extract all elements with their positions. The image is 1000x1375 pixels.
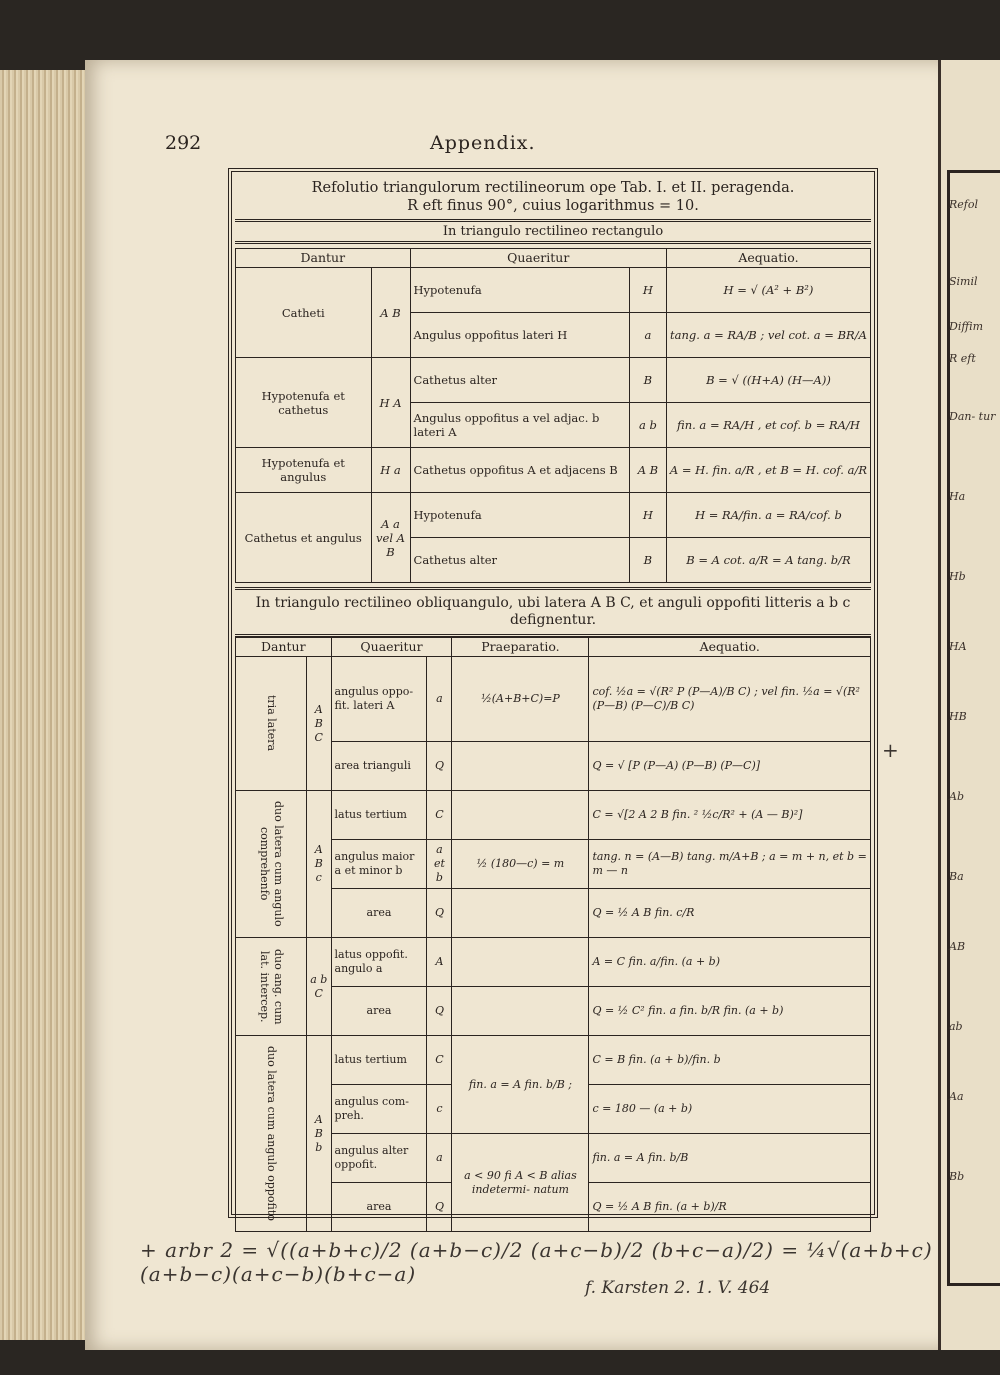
quaeritur-var: C xyxy=(427,1036,452,1085)
next-page-fragment: Bb xyxy=(949,1170,965,1183)
aequatio-cell: fin. a = A fin. b/B xyxy=(589,1134,871,1183)
quaeritur-cell: Cathetus oppofitus A et adjacens B xyxy=(410,448,629,493)
praeparatio-cell xyxy=(452,987,589,1036)
aequatio-cell: B = √ ((H+A) (H—A)) xyxy=(666,358,870,403)
running-head: Appendix. xyxy=(430,132,536,154)
aequatio-cell: c = 180 — (a + b) xyxy=(589,1085,871,1134)
oblique-section-title: In triangulo rectilineo obliquangulo, ubi latera A B C, et anguli oppofiti litteris a b c defignentur. xyxy=(235,587,871,637)
aequatio-cell: C = √[2 A 2 B fin. ² ½c/R² + (A — B)²] xyxy=(589,791,871,840)
caption-line-2: R eft finus 90°, cuius logarithmus = 10. xyxy=(407,198,699,214)
next-page-fragment: Ab xyxy=(949,790,964,803)
group-label: duo latera cum angulo comprehenfo xyxy=(236,791,307,938)
quaeritur-cell: area xyxy=(331,1183,427,1232)
quaeritur-cell: latus tertium xyxy=(331,791,427,840)
next-page-fragment: Refol xyxy=(949,198,979,211)
next-page-fragment: Simil xyxy=(949,275,978,288)
praeparatio-cell xyxy=(452,742,589,791)
next-page-fragment: Aa xyxy=(949,1090,964,1103)
next-page-fragment: R eft xyxy=(949,352,976,365)
col-header-quaeritur: Quaeritur xyxy=(410,249,666,268)
aequatio-cell: Q = ½ A B fin. c/R xyxy=(589,889,871,938)
dantur-symbol: A B xyxy=(371,268,410,358)
table-row xyxy=(236,1036,871,1085)
quaeritur-var: A B xyxy=(629,448,666,493)
quaeritur-cell: latus oppofit. angulo a xyxy=(331,938,427,987)
table-row xyxy=(236,1134,871,1183)
quaeritur-var: H xyxy=(629,493,666,538)
aequatio-cell: H = √ (A² + B²) xyxy=(666,268,870,313)
next-page-fragment: HB xyxy=(949,710,967,723)
table-row xyxy=(236,840,871,889)
quaeritur-var: A xyxy=(427,938,452,987)
next-page-fragment: Hb xyxy=(949,570,966,583)
page-header xyxy=(0,132,1000,162)
dantur-symbol: H a xyxy=(371,448,410,493)
aequatio-cell: H = RA/fin. a = RA/cof. b xyxy=(666,493,870,538)
table-row xyxy=(236,889,871,938)
table-row xyxy=(236,938,871,987)
quaeritur-var: a et b xyxy=(427,840,452,889)
praeparatio-cell: a < 90 fi A < B alias indetermi- natum xyxy=(452,1134,589,1232)
table-row xyxy=(236,657,871,742)
dantur-symbol: A B c xyxy=(307,791,332,938)
next-page-fragment: Ba xyxy=(949,870,964,883)
col-header-praeparatio: Praeparatio. xyxy=(452,638,589,657)
dantur-cell: Cathetus et angulus xyxy=(236,493,372,583)
quaeritur-var: a xyxy=(427,657,452,742)
quaeritur-var: c xyxy=(427,1085,452,1134)
praeparatio-cell: ½(A+B+C)=P xyxy=(452,657,589,742)
aequatio-cell: tang. a = RA/B ; vel cot. a = BR/A xyxy=(666,313,870,358)
aequatio-cell: tang. n = (A—B) tang. m/A+B ; a = m + n, et b = m — n xyxy=(589,840,871,889)
table-row xyxy=(236,448,871,493)
quaeritur-var: a b xyxy=(629,403,666,448)
next-page-frame xyxy=(947,170,1000,1286)
right-triangle-table xyxy=(235,248,871,583)
table-row xyxy=(236,493,871,538)
right-triangle-subtitle: In triangulo rectilineo rectangulo xyxy=(235,219,871,244)
aequatio-cell: A = C fin. a/fin. (a + b) xyxy=(589,938,871,987)
quaeritur-cell: angulus maior a et minor b xyxy=(331,840,427,889)
quaeritur-cell: latus tertium xyxy=(331,1036,427,1085)
dantur-cell: Hypotenufa et angulus xyxy=(236,448,372,493)
aequatio-cell: Q = ½ C² fin. a fin. b/R fin. (a + b) xyxy=(589,987,871,1036)
quaeritur-var: a xyxy=(427,1134,452,1183)
table-row xyxy=(236,268,871,313)
quaeritur-var: Q xyxy=(427,889,452,938)
next-page-fragment: Diffim xyxy=(949,320,984,333)
quaeritur-var: H xyxy=(629,268,666,313)
col-header-dantur: Dantur xyxy=(236,249,411,268)
quaeritur-cell: Cathetus alter xyxy=(410,358,629,403)
table-row xyxy=(236,742,871,791)
dantur-symbol: H A xyxy=(371,358,410,448)
book-page-edges xyxy=(0,70,95,1340)
group-label: duo latera cum angulo oppofito xyxy=(236,1036,307,1232)
praeparatio-cell xyxy=(452,889,589,938)
quaeritur-cell: area xyxy=(331,987,427,1036)
praeparatio-cell: ½ (180—c) = m xyxy=(452,840,589,889)
aequatio-cell: B = A cot. a/R = A tang. b/R xyxy=(666,538,870,583)
next-page-fragment: Ha xyxy=(949,490,966,503)
next-page-fragment: Dan- tur xyxy=(949,410,996,423)
aequatio-cell: cof. ½a = √(R² P (P—A)/B C) ; vel fin. ½a = √(R² (P—B) (P—C)/B C) xyxy=(589,657,871,742)
praeparatio-cell xyxy=(452,938,589,987)
quaeritur-cell: angulus alter oppofit. xyxy=(331,1134,427,1183)
quaeritur-cell: area xyxy=(331,889,427,938)
col-header-dantur: Dantur xyxy=(236,638,332,657)
next-page-margin xyxy=(938,60,1000,1350)
handwritten-formula: + arbr 2 = √((a+b+c)/2 (a+b−c)/2 (a+c−b)/2 (b+c−a)/2) = ¼√(a+b+c)(a+b−c)(a+c−b)(b+c−a) xyxy=(140,1238,933,1286)
aequatio-cell: C = B fin. (a + b)/fin. b xyxy=(589,1036,871,1085)
next-page-fragment: AB xyxy=(949,940,966,953)
quaeritur-cell: Hypotenufa xyxy=(410,493,629,538)
col-header-aequatio: Aequatio. xyxy=(666,249,870,268)
next-page-fragment: ab xyxy=(949,1020,963,1033)
page-number: 292 xyxy=(165,132,202,154)
quaeritur-var: B xyxy=(629,538,666,583)
quaeritur-var: Q xyxy=(427,1183,452,1232)
col-header-quaeritur: Quaeritur xyxy=(331,638,452,657)
handwritten-reference: f. Karsten 2. 1. V. 464 xyxy=(585,1278,771,1298)
table-row xyxy=(236,358,871,403)
table-row xyxy=(236,987,871,1036)
quaeritur-var: a xyxy=(629,313,666,358)
quaeritur-cell: area trianguli xyxy=(331,742,427,791)
caption-line-1: Refolutio triangulorum rectilineorum ope Tab. I. et II. peragenda. xyxy=(311,180,795,196)
quaeritur-var: Q xyxy=(427,742,452,791)
oblique-triangle-table xyxy=(235,637,871,1232)
quaeritur-cell: Angulus oppofitus a vel adjac. b lateri A xyxy=(410,403,629,448)
aequatio-cell: A = H. fin. a/R , et B = H. cof. a/R xyxy=(666,448,870,493)
dantur-cell: Hypotenufa et cathetus xyxy=(236,358,372,448)
aequatio-cell: Q = ½ A B fin. (a + b)/R xyxy=(589,1183,871,1232)
quaeritur-cell: angulus com- preh. xyxy=(331,1085,427,1134)
aequatio-cell: Q = √ [P (P—A) (P—B) (P—C)] xyxy=(589,742,871,791)
table-row xyxy=(236,791,871,840)
aequatio-cell: fin. a = RA/H , et cof. b = RA/H xyxy=(666,403,870,448)
praeparatio-cell xyxy=(452,791,589,840)
quaeritur-cell: Hypotenufa xyxy=(410,268,629,313)
table-frame xyxy=(228,168,878,1221)
dantur-symbol: A B C xyxy=(307,657,332,791)
margin-plus-mark: + xyxy=(882,738,899,762)
quaeritur-var: B xyxy=(629,358,666,403)
quaeritur-cell: Cathetus alter xyxy=(410,538,629,583)
dantur-symbol: A B b xyxy=(307,1036,332,1232)
group-label: duo ang. cum lat. intercep. xyxy=(236,938,307,1036)
table-caption xyxy=(235,175,871,219)
quaeritur-cell: angulus oppo- fit. lateri A xyxy=(331,657,427,742)
dantur-cell: Catheti xyxy=(236,268,372,358)
group-label: tria latera xyxy=(236,657,307,791)
praeparatio-cell: fin. a = A fin. b/B ; xyxy=(452,1036,589,1134)
dantur-symbol: A a vel A B xyxy=(371,493,410,583)
dantur-symbol: a b C xyxy=(307,938,332,1036)
quaeritur-var: C xyxy=(427,791,452,840)
quaeritur-cell: Angulus oppofitus lateri H xyxy=(410,313,629,358)
next-page-fragment: HA xyxy=(949,640,967,653)
quaeritur-var: Q xyxy=(427,987,452,1036)
col-header-aequatio: Aequatio. xyxy=(589,638,871,657)
